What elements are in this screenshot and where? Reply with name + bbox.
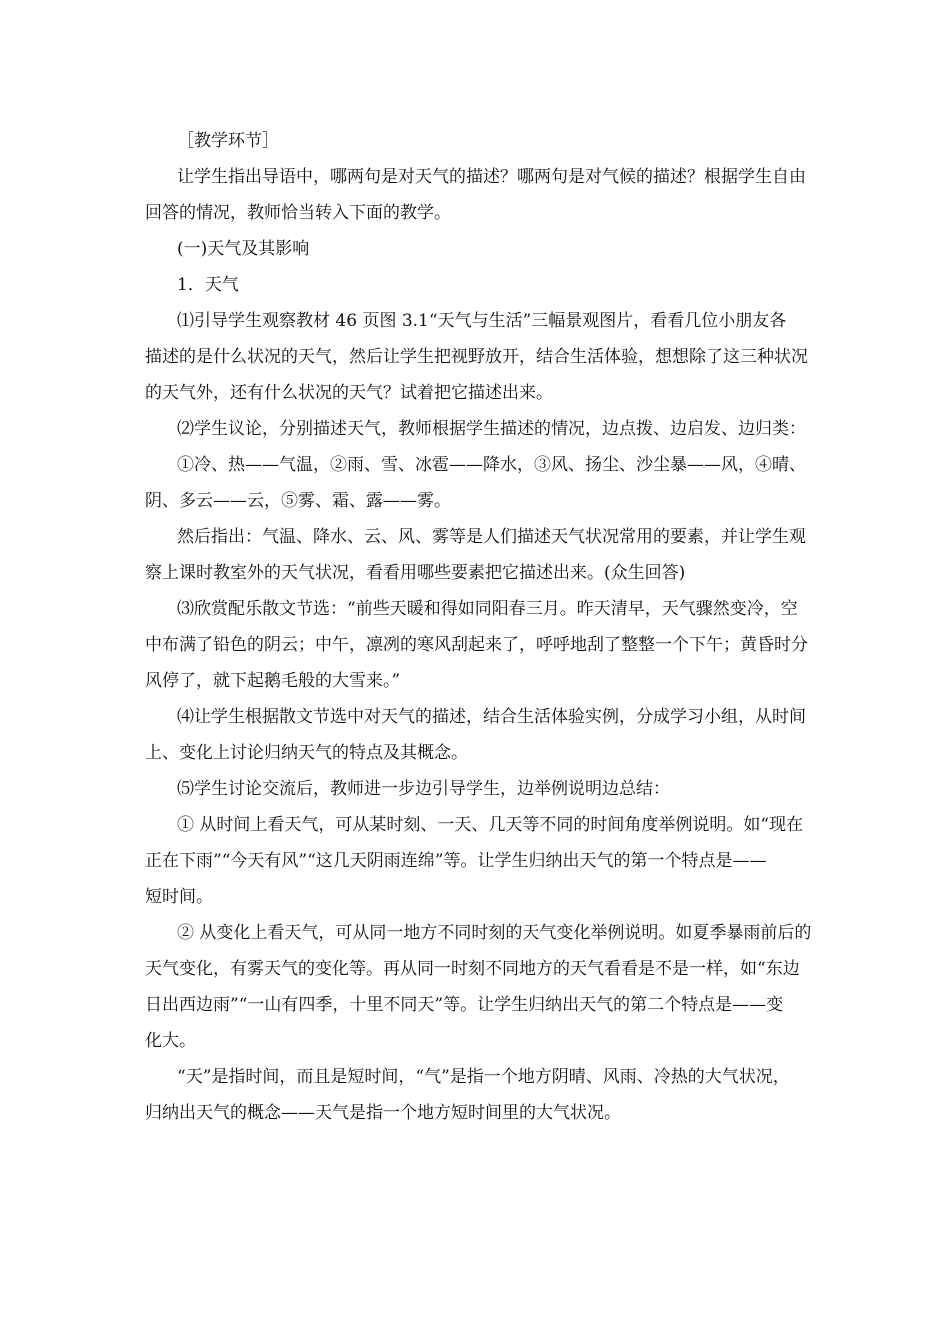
paragraph-step-2 xyxy=(145,411,813,447)
paragraph-line: 归纳出天气的概念——天气是指一个地方短时间里的大气状况。 xyxy=(145,1103,621,1123)
paragraph-line: 短时间。 xyxy=(145,887,213,907)
paragraph-line: 描述的是什么状况的天气，然后让学生把视野放开，结合生活体验，想想除了这三种状况 xyxy=(145,347,808,367)
paragraph-line: 上、变化上讨论归纳天气的特点及其概念。 xyxy=(145,743,468,763)
paragraph-line: ⑸学生讨论交流后，教师进一步边引导学生，边举例说明边总结： xyxy=(177,779,670,799)
paragraph-point-1 xyxy=(145,807,813,915)
paragraph-intro xyxy=(145,159,813,231)
paragraph-line: ⑵学生议论，分别描述天气，教师根据学生描述的情况，边点拨、边启发、边归类： xyxy=(177,419,806,439)
paragraph-line: 日出西边雨”“一山有四季，十里不同天”等。让学生归纳出天气的第二个特点是——变 xyxy=(145,995,784,1015)
paragraph-step-1 xyxy=(145,303,813,411)
paragraph-line: 阴、多云——云，⑤雾、霜、露——雾。 xyxy=(145,491,451,511)
paragraph-line: ⑴引导学生观察教材 46 页图 3.1“天气与生活”三幅景观图片，看看几位小朋友各 xyxy=(177,311,787,331)
paragraph-line: 回答的情况，教师恰当转入下面的教学。 xyxy=(145,203,451,223)
paragraph-line: 让学生指出导语中，哪两句是对天气的描述？哪两句是对气候的描述？根据学生自由 xyxy=(177,167,806,187)
paragraph-weather-elements xyxy=(145,447,813,519)
paragraph-line: 中布满了铅色的阴云；中午，凛冽的寒风刮起来了，呼呼地刮了整整一个下午；黄昏时分 xyxy=(145,635,808,655)
paragraph-line: 化大。 xyxy=(145,1031,196,1051)
paragraph-step-3 xyxy=(145,591,813,699)
paragraph-line: ② 从变化上看天气，可从同一地方不同时刻的天气变化举例说明。如夏季暴雨前后的 xyxy=(177,923,812,943)
paragraph-line: 天气变化，有雾天气的变化等。再从同一时刻不同地方的天气看看是不是一样，如“东边 xyxy=(145,959,800,979)
paragraph-line: 风停了，就下起鹅毛般的大雪来。” xyxy=(145,671,401,691)
paragraph-line: ⑷让学生根据散文节选中对天气的描述，结合生活体验实例，分成学习小组，从时间 xyxy=(177,707,806,727)
paragraph-step-5 xyxy=(145,771,813,807)
topic-heading: 1．天气 xyxy=(177,275,239,295)
paragraph-line: 然后指出：气温、降水、云、风、雾等是人们描述天气状况常用的要素，并让学生观 xyxy=(177,527,806,547)
document-body xyxy=(145,123,813,1131)
paragraph-line: 的天气外，还有什么状况的天气？试着把它描述出来。 xyxy=(145,383,553,403)
paragraph-point-2 xyxy=(145,915,813,1059)
paragraph-step-4 xyxy=(145,699,813,771)
paragraph-line: 察上课时教室外的天气状况，看看用哪些要素把它描述出来。(众生回答) xyxy=(145,563,686,583)
paragraph-line: “天”是指时间，而且是短时间，“气”是指一个地方阴晴、风雨、冷热的大气状况， xyxy=(177,1067,790,1087)
paragraph-line: ① 从时间上看天气，可从某时刻、一天、几天等不同的时间角度举例说明。如“现在 xyxy=(177,815,804,835)
section-heading: ［教学环节］ xyxy=(177,131,279,151)
paragraph-line: ⑶欣赏配乐散文节选：“前些天暖和得如同阳春三月。昨天清早，天气骤然变冷，空 xyxy=(177,599,798,619)
paragraph-line: ①冷、热——气温，②雨、雪、冰雹——降水，③风、扬尘、沙尘暴——风，④晴、 xyxy=(177,455,806,475)
paragraph-summary-elements xyxy=(145,519,813,591)
subsection-heading: (一)天气及其影响 xyxy=(177,239,310,259)
paragraph-line: 正在下雨”“今天有风”“这几天阴雨连绵”等。让学生归纳出天气的第一个特点是—— xyxy=(145,851,767,871)
paragraph-definition xyxy=(145,1059,813,1131)
